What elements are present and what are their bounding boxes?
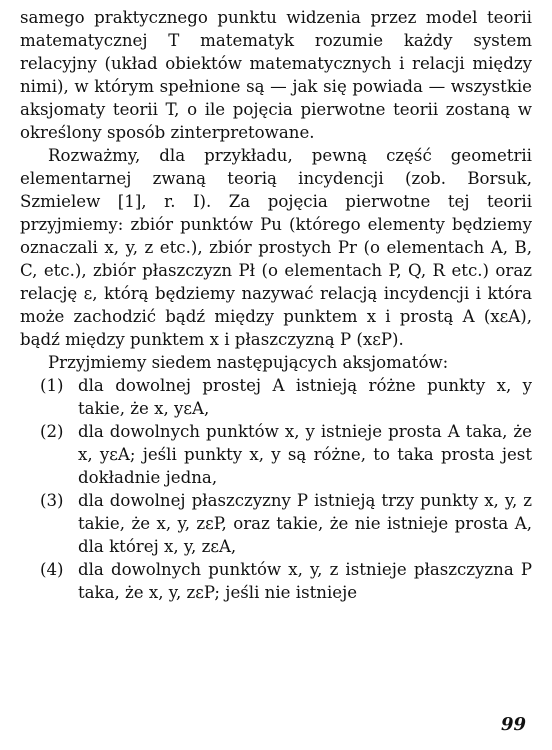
axioms-intro: Przyjmiemy siedem następujących aksjomatów: bbox=[48, 353, 449, 372]
axiom-number: (1) bbox=[40, 376, 64, 395]
axiom-text: dla dowolnych punktów x, y, z istnieje płaszczyzna P taka, że x, y, zεP; jeśli nie istnieje bbox=[78, 560, 532, 602]
page-number: 99 bbox=[500, 714, 526, 735]
axiom-text: dla dowolnej prostej A istnieją różne punkty x, y takie, że x, yεA, bbox=[78, 376, 532, 418]
paragraph-model-definition: samego praktycznego punktu widzenia przez model teorii matematycznej T matematyk rozumie każdy system relacyjny (układ obiektów matematycznych i relacji między nimi), w którym spełnione są — jak się powiada — wszystkie aksjomaty teorii T, o ile pojęcia pierwotne teorii zostaną w określony sposób zinterpretowane. bbox=[20, 8, 532, 142]
page-text bbox=[20, 6, 532, 604]
axiom-text: dla dowolnych punktów x, y istnieje prosta A taka, że x, yεA; jeśli punkty x, y są różne, to taka prosta jest dokładnie jedna, bbox=[78, 422, 532, 487]
axiom-number: (3) bbox=[40, 491, 64, 510]
axiom-item bbox=[20, 558, 532, 604]
paragraph-incidence-theory: Rozważmy, dla przykładu, pewną część geometrii elementarnej zwaną teorią incydencji (zob. Borsuk, Szmielew [1], r. I). Za pojęcia pierwotne tej teorii przyjmiemy: zbiór punktów Pu (którego elementy będziemy oznaczali x, y, z etc.), zbiór prostych Pr (o elementach A, B, C, etc.), zbiór płaszczyzn Pł (o elementach P, Q, R etc.) oraz relację ε, którą będziemy nazywać relacją incydencji i która może zachodzić bądź między punktem x i prostą A (xεA), bądź między punktem x i płaszczyzną P (xεP). bbox=[20, 146, 532, 349]
axiom-number: (4) bbox=[40, 560, 64, 579]
axiom-list bbox=[20, 374, 532, 604]
axiom-item bbox=[20, 489, 532, 558]
axiom-item bbox=[20, 374, 532, 420]
axiom-number: (2) bbox=[40, 422, 64, 441]
axiom-item bbox=[20, 420, 532, 489]
axiom-text: dla dowolnej płaszczyzny P istnieją trzy punkty x, y, z takie, że x, y, zεP, oraz takie, że nie istnieje prosta A, dla której x, y, zεA, bbox=[78, 491, 532, 556]
